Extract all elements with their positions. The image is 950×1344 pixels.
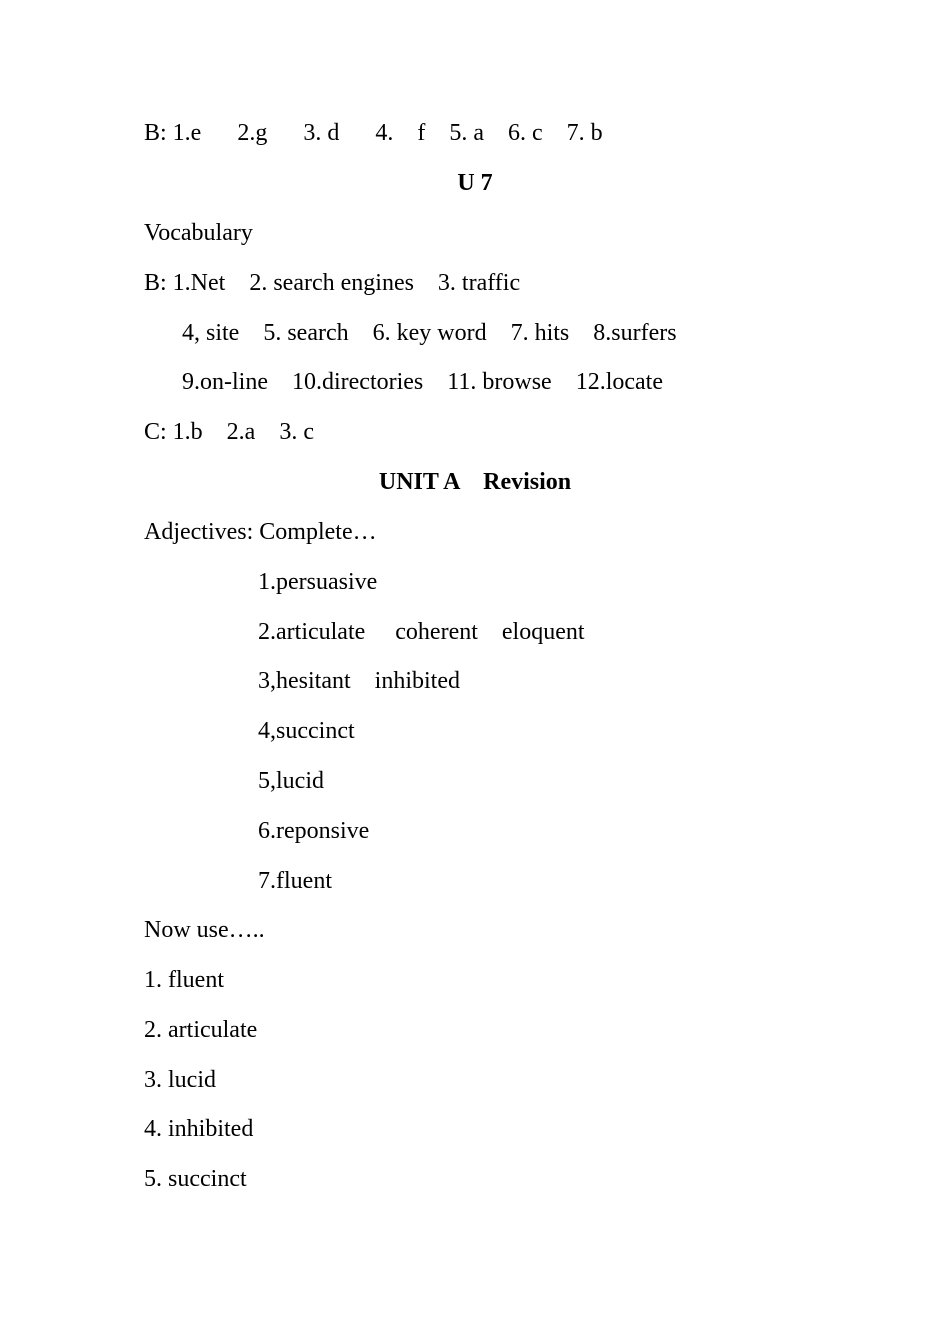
now-use-item-2: 2. articulate bbox=[144, 1017, 258, 1043]
adjective-item-2: 2.articulate coherent eloquent bbox=[258, 619, 585, 645]
now-use-item-1: 1. fluent bbox=[144, 967, 224, 993]
adjectives-complete-label: Adjectives: Complete… bbox=[144, 519, 377, 545]
unit-a-revision-heading: UNIT A Revision bbox=[378, 469, 572, 495]
adjective-item-1: 1.persuasive bbox=[258, 569, 378, 595]
now-use-item-5: 5. succinct bbox=[144, 1166, 247, 1192]
now-use-item-3: 3. lucid bbox=[144, 1067, 216, 1093]
vocabulary-b-line-1: B: 1.Net 2. search engines 3. traffic bbox=[144, 270, 521, 296]
adjective-item-4: 4,succinct bbox=[258, 718, 355, 744]
adjective-item-5: 5,lucid bbox=[258, 768, 324, 794]
adjective-item-7: 7.fluent bbox=[258, 868, 332, 894]
adjective-item-6: 6.reponsive bbox=[258, 818, 370, 844]
adjective-item-3: 3,hesitant inhibited bbox=[258, 668, 460, 694]
unit-7-heading: U 7 bbox=[457, 170, 493, 196]
now-use-item-4: 4. inhibited bbox=[144, 1116, 254, 1142]
vocabulary-b-line-2: 4, site 5. search 6. key word 7. hits 8.surfers bbox=[182, 320, 677, 346]
vocabulary-c-line: C: 1.b 2.a 3. c bbox=[144, 419, 314, 445]
vocabulary-label: Vocabulary bbox=[144, 220, 253, 246]
vocabulary-b-line-3: 9.on-line 10.directories 11. browse 12.locate bbox=[182, 369, 663, 395]
now-use-label: Now use….. bbox=[144, 917, 265, 943]
answer-line-b-matching: B: 1.e 2.g 3. d 4. f 5. a 6. c 7. b bbox=[144, 120, 603, 146]
